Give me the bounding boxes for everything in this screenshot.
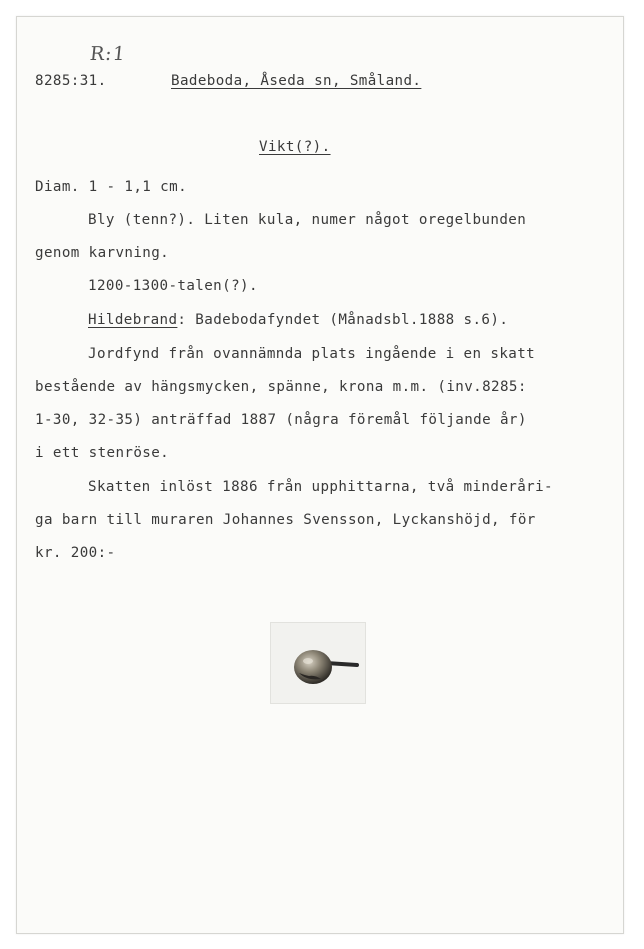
find-line: bestående av hängsmycken, spänne, krona m.m. (inv.8285: [35, 379, 527, 395]
object-title: Vikt(?). [259, 139, 331, 155]
acquisition-line: Skatten inlöst 1886 från upphittarna, två minderåri- [88, 479, 553, 495]
lead-weight-image [271, 623, 365, 703]
location-heading: Badeboda, Åseda sn, Småland. [171, 73, 422, 89]
dating: 1200-1300-talen(?). [88, 278, 258, 294]
object-photo [270, 622, 366, 704]
catalog-number: 8285:31. [35, 73, 107, 89]
reference-line [88, 311, 508, 329]
find-line: i ett stenröse. [35, 445, 170, 461]
description-line: Bly (tenn?). Liten kula, numer något oregelbunden [88, 212, 527, 228]
find-line: 1-30, 32-35) anträffad 1887 (några föremål följande år) [35, 412, 527, 428]
dimensions: Diam. 1 - 1,1 cm. [35, 179, 188, 195]
reference-citation: : Badebodafyndet (Månadsbl.1888 s.6). [177, 312, 509, 328]
find-line: Jordfynd från ovannämnda plats ingående i en skatt [88, 346, 536, 362]
description-line: genom karvning. [35, 245, 170, 261]
catalog-card [16, 16, 624, 934]
acquisition-line: ga barn till muraren Johannes Svensson, Lyckanshöjd, för [35, 512, 536, 528]
handwritten-mark: R:1 [88, 43, 127, 65]
reference-author: Hildebrand [88, 312, 178, 328]
acquisition-line: kr. 200:- [35, 545, 116, 561]
